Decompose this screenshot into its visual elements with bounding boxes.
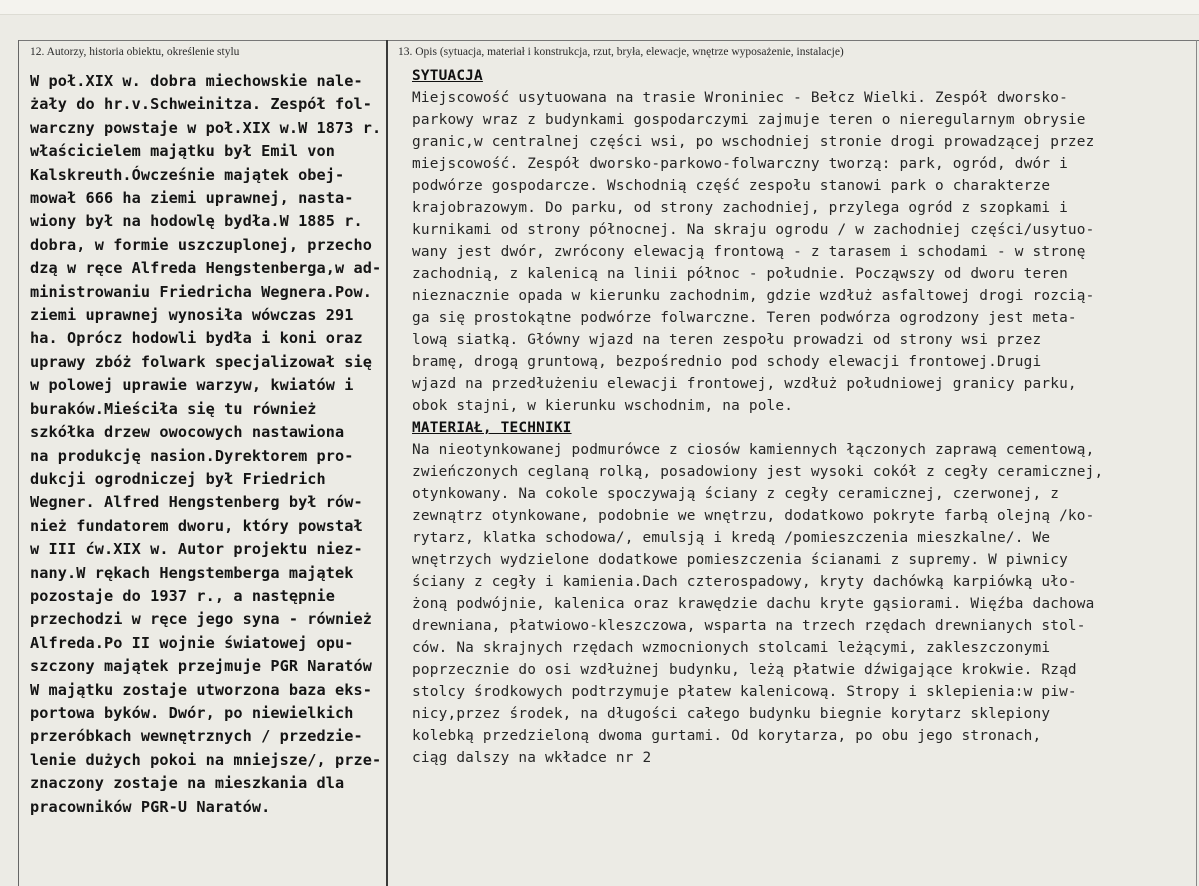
history-line: uprawy zbóż folwark specjalizował się bbox=[30, 352, 373, 371]
left-column-header: 12. Autorzy, historia obiektu, określenie stylu bbox=[30, 46, 240, 58]
description-line: ców. Na skrajnych rzędach wzmocnionych stolcami leżącymi, zakleszczonymi bbox=[412, 640, 1051, 656]
description-line: ściany z cegły i kamienia.Dach czterospadowy, kryty dachówką karpiówką uło- bbox=[412, 574, 1077, 590]
description-line: ga się prostokątne podwórze folwarczne. Teren podwórza ogrodzony jest meta- bbox=[412, 310, 1077, 326]
description-line: otynkowany. Na cokole spoczywają ściany z cegły ceramicznej, czerwonej, z bbox=[412, 486, 1060, 502]
history-line: lenie dużych pokoi na mniejsze/, prze- bbox=[30, 750, 382, 769]
description-line: parkowy wraz z budynkami gospodarczymi zajmuje teren o nieregularnym obrysie bbox=[412, 112, 1086, 128]
history-line: na produkcję nasion.Dyrektorem pro- bbox=[30, 446, 354, 465]
history-line: ministrowaniu Friedricha Wegnera.Pow. bbox=[30, 282, 373, 301]
history-line: mował 666 ha ziemi uprawnej, nasta- bbox=[30, 189, 354, 208]
section-heading: SYTUACJA bbox=[412, 68, 483, 84]
history-line: ziemi uprawnej wynosiła wówczas 291 bbox=[30, 306, 354, 325]
history-line: żały do hr.v.Schweinitza. Zespół fol- bbox=[30, 95, 373, 114]
description-line: zwieńczonych ceglaną rolką, posadowiony jest wysoki cokół z cegły ceramicznej, bbox=[412, 464, 1104, 480]
history-line: pozostaje do 1937 r., a następnie bbox=[30, 586, 336, 605]
history-line: nany.W rękach Hengstemberga majątek bbox=[30, 563, 354, 582]
description-line: wjazd na przedłużeniu elewacji frontowej, wzdłuż południowej granicy parku, bbox=[412, 376, 1077, 392]
history-line: znaczony zostaje na mieszkania dla bbox=[30, 774, 345, 793]
history-line: właścicielem majątku był Emil von bbox=[30, 142, 336, 161]
history-line: w polowej uprawie warzyw, kwiatów i bbox=[30, 376, 354, 395]
description-line: lową siatką. Główny wjazd na teren zespołu prowadzi od strony wsi przez bbox=[412, 332, 1042, 348]
history-line: dzą w ręce Alfreda Hengstenberga,w ad- bbox=[30, 259, 382, 278]
history-line: szczony majątek przejmuje PGR Naratów bbox=[30, 657, 373, 676]
column-divider bbox=[386, 40, 388, 886]
description-line: bramę, drogą gruntową, bezpośrednio pod schody elewacji frontowej.Drugi bbox=[412, 354, 1042, 370]
description-line: nieznacznie opada w kierunku zachodnim, gdzie wzdłuż asfaltowej drogi rozcią- bbox=[412, 288, 1095, 304]
description-line: zachodnią, z kalenicą na linii północ - południe. Począwszy od dworu teren bbox=[412, 266, 1068, 282]
description-line: wnętrzych wydzielone dodatkowe pomieszczenia ścianami z supremy. W piwnicy bbox=[412, 552, 1068, 568]
description-line: Na nieotynkowanej podmurówce z ciosów kamiennych łączonych zaprawą cementową, bbox=[412, 442, 1095, 458]
description-line: nicy,przez środek, na długości całego budynku biegnie korytarz sklepiony bbox=[412, 706, 1051, 722]
right-column-header: 13. Opis (sytuacja, materiał i konstrukcja, rzut, bryła, elewacje, wnętrze wyposażenie, instalacje) bbox=[398, 46, 844, 58]
description-line: kurnikami od strony północnej. Na skraju ogrodu / w zachodniej części/usytuo- bbox=[412, 222, 1095, 238]
form-right-rule bbox=[1196, 40, 1197, 886]
description-line: miejscowość. Zespół dworsko-parkowo-folwarczny tworzą: park, ogród, dwór i bbox=[412, 156, 1068, 172]
history-line: nież fundatorem dworu, który powstał bbox=[30, 516, 363, 535]
description-line: rytarz, klatka schodowa/, emulsją i kredą /pomieszczenia mieszkalne/. We bbox=[412, 530, 1051, 546]
history-line: W majątku zostaje utworzona baza eks- bbox=[30, 680, 373, 699]
description-line: ciąg dalszy na wkładce nr 2 bbox=[412, 750, 652, 766]
history-line: pracowników PGR-U Naratów. bbox=[30, 797, 271, 816]
history-line: portowa byków. Dwór, po niewielkich bbox=[30, 703, 354, 722]
description-line: stolcy środkowych podtrzymuje płatew kalenicową. Stropy i sklepienia:w piw- bbox=[412, 684, 1077, 700]
history-line: szkółka drzew owocowych nastawiona bbox=[30, 423, 345, 442]
description-line: zewnątrz otynkowane, podobnie we wnętrzu, dodatkowo pokryte farbą olejną /ko- bbox=[412, 508, 1095, 524]
history-line: dobra, w formie uszczuplonej, przecho bbox=[30, 235, 373, 254]
history-line: przeróbkach wewnętrznych / przedzie- bbox=[30, 727, 363, 746]
history-line: buraków.Mieściła się tu również bbox=[30, 399, 317, 418]
description-line: granic,w centralnej części wsi, po wschodniej stronie drogi prowadzącej przez bbox=[412, 134, 1095, 150]
description-line: Miejscowość usytuowana na trasie Wroniniec - Bełcz Wielki. Zespół dworsko- bbox=[412, 90, 1068, 106]
history-line: dukcji ogrodniczej był Friedrich bbox=[30, 469, 326, 488]
description-line: kolebką przedzieloną dwoma gurtami. Od korytarza, po obu jego stronach, bbox=[412, 728, 1042, 744]
history-line: Kalskreuth.Ówcześnie majątek obej- bbox=[30, 165, 345, 184]
history-text bbox=[30, 70, 381, 819]
history-line: Wegner. Alfred Hengstenberg był rów- bbox=[30, 493, 363, 512]
history-line: Alfreda.Po II wojnie światowej opu- bbox=[30, 633, 354, 652]
history-line: w III ćw.XIX w. Autor projektu niez- bbox=[30, 540, 363, 559]
form-left-rule bbox=[18, 40, 19, 886]
history-line: wiony był na hodowlę bydła.W 1885 r. bbox=[30, 212, 363, 231]
description-line: żoną podwójnie, kalenica oraz krawędzie dachu kryte gąsiorami. Więźba dachowa bbox=[412, 596, 1095, 612]
history-line: przechodzi w ręce jego syna - również bbox=[30, 610, 373, 629]
description-line: krajobrazowym. Do parku, od strony zachodniej, przylega ogród z szopkami i bbox=[412, 200, 1068, 216]
history-line: warczny powstaje w poł.XIX w.W 1873 r. bbox=[30, 118, 382, 137]
description-text bbox=[412, 65, 1103, 769]
history-line: W poł.XIX w. dobra miechowskie nale- bbox=[30, 72, 363, 90]
page-top-edge bbox=[0, 0, 1199, 15]
description-line: obok stajni, w kierunku wschodnim, na pole. bbox=[412, 398, 794, 414]
form-top-rule bbox=[18, 40, 1199, 41]
description-line: wany jest dwór, zwrócony elewacją frontową - z tarasem i schodami - w stronę bbox=[412, 244, 1086, 260]
history-line: ha. Oprócz hodowli bydła i koni oraz bbox=[30, 329, 363, 348]
description-line: podwórze gospodarcze. Wschodnią część zespołu stanowi park o charakterze bbox=[412, 178, 1051, 194]
description-line: drewniana, płatwiowo-kleszczowa, wsparta na trzech rzędach drewnianych stol- bbox=[412, 618, 1086, 634]
description-line: poprzecznie do osi wzdłużnej budynku, leżą płatwie dźwigające krokwie. Rząd bbox=[412, 662, 1077, 678]
section-heading: MATERIAŁ, TECHNIKI bbox=[412, 420, 572, 436]
